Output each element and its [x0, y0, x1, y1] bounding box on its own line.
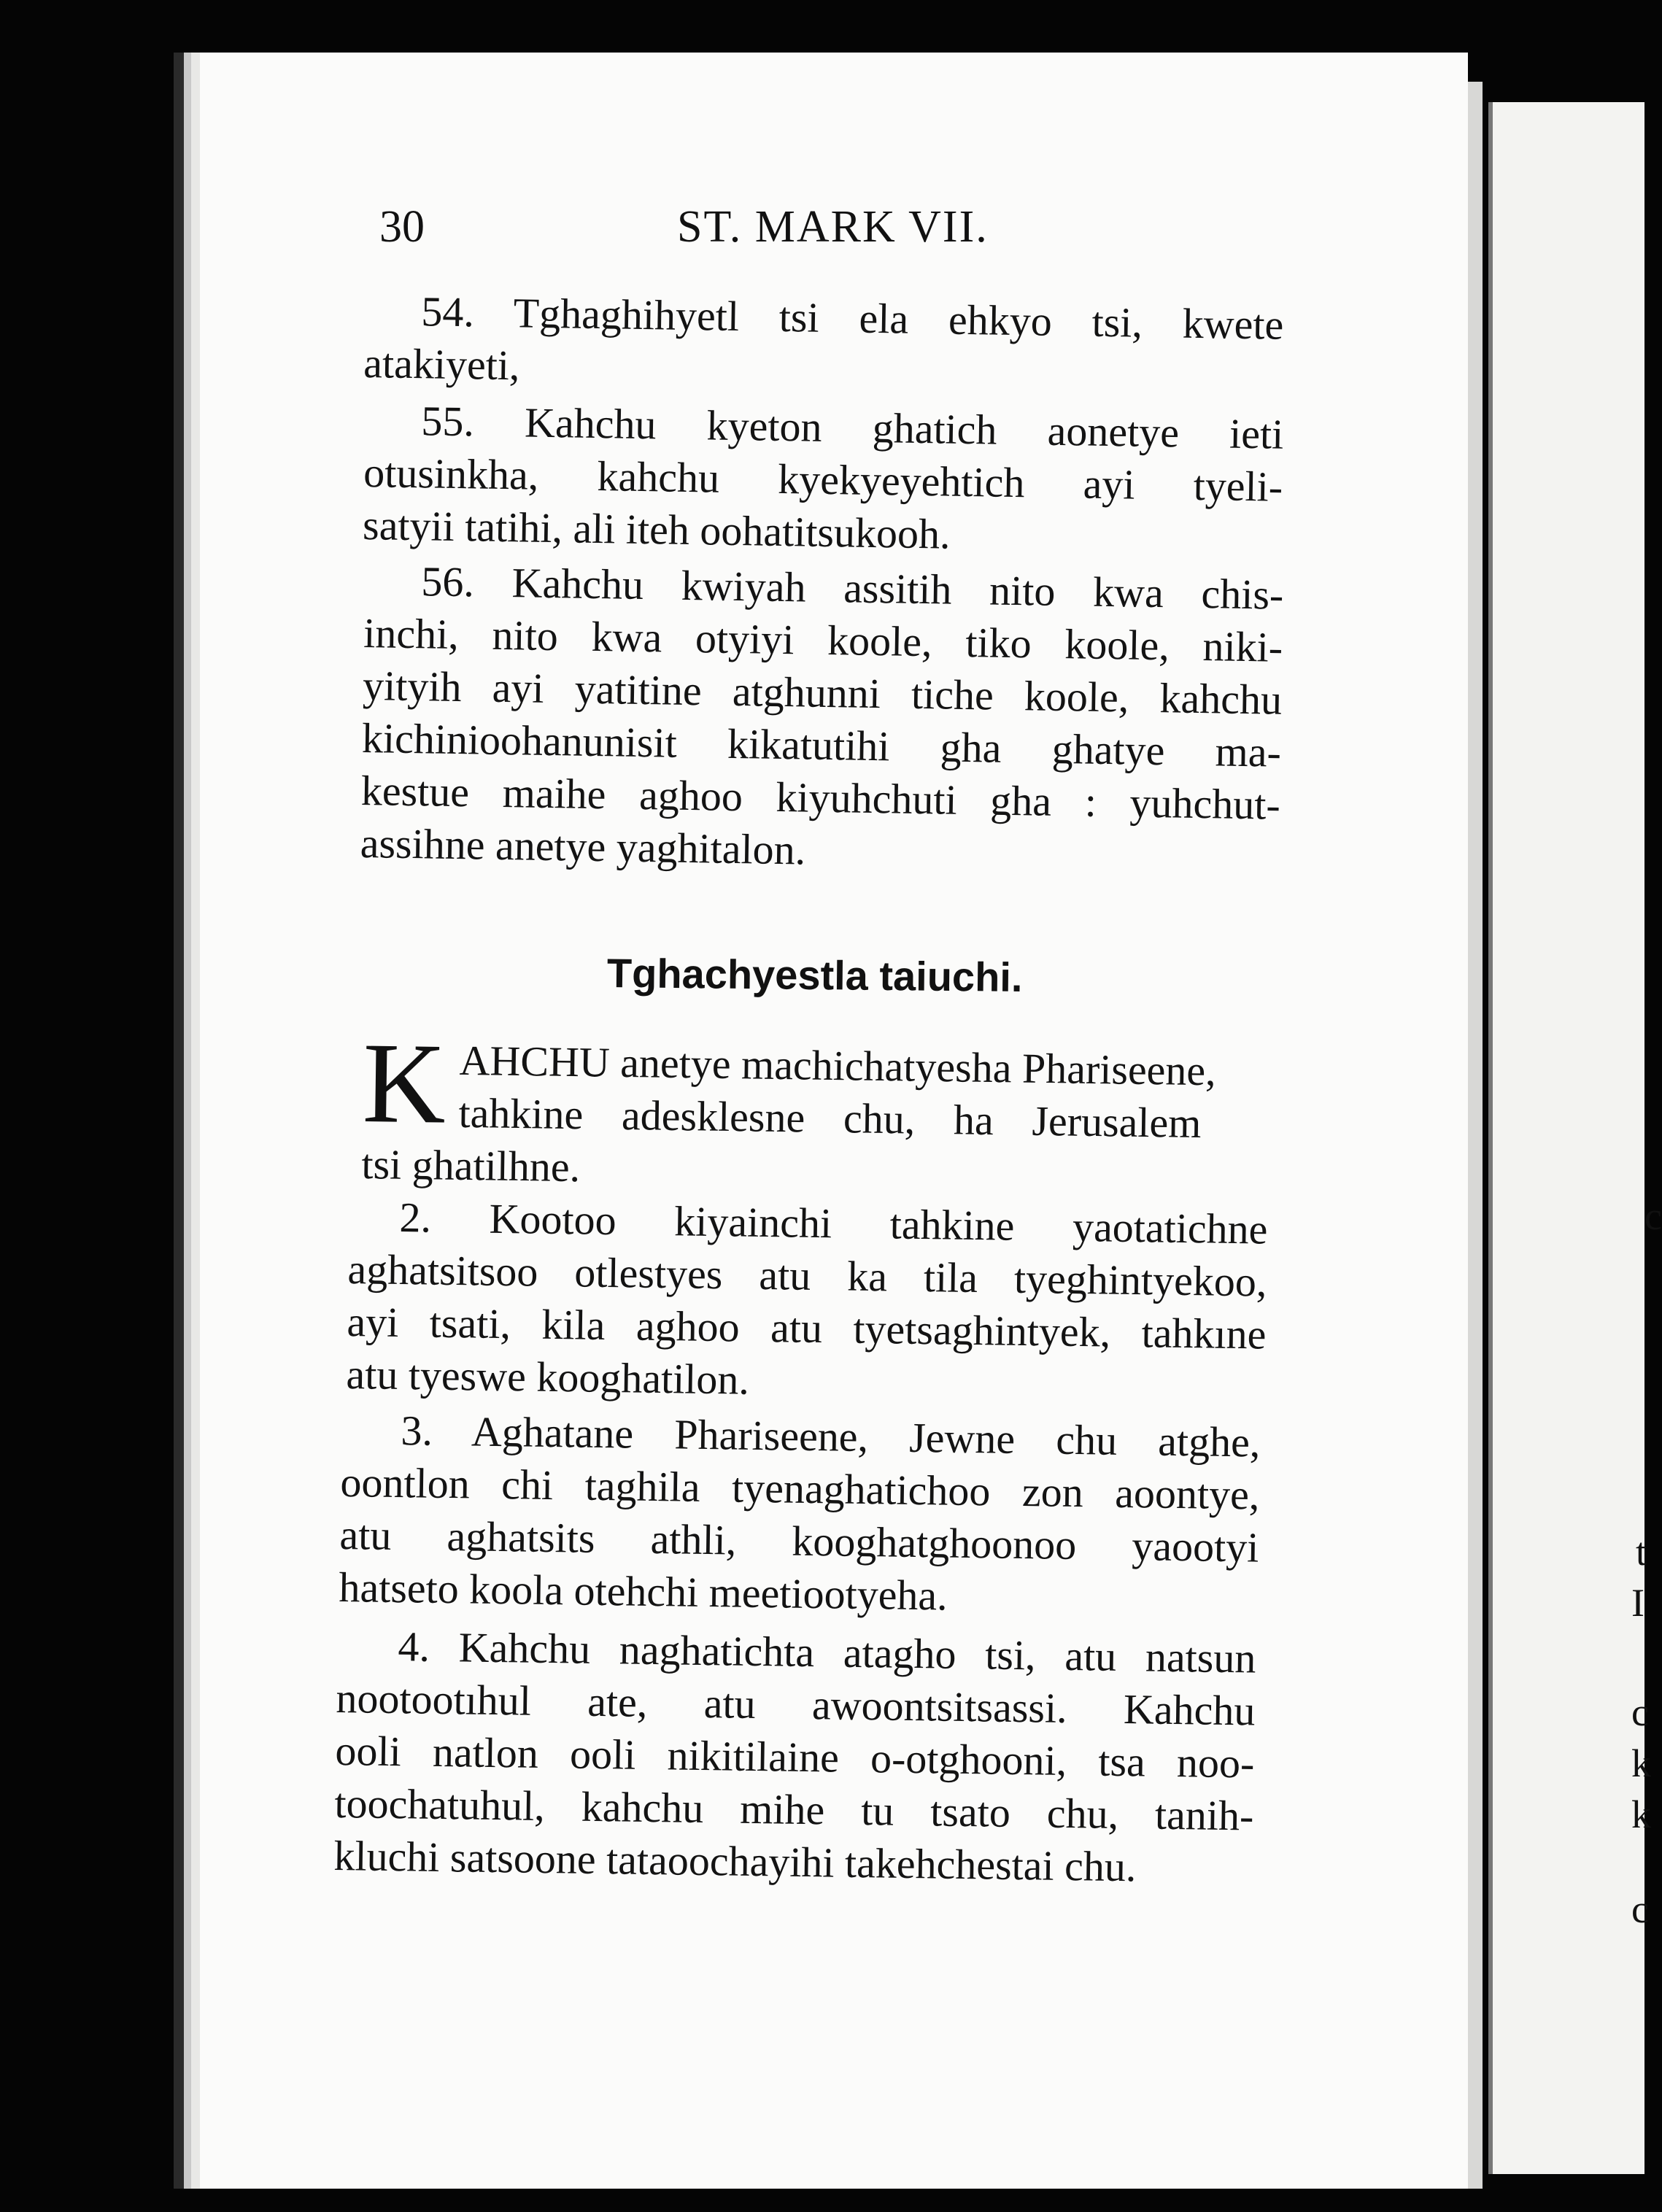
- text-line: assihne anetye yaghitalon.: [360, 819, 806, 874]
- text-line: kestue maihe aghoo kiyuhchuti gha : yuhchut-: [360, 766, 1281, 829]
- text-line: tahkine adesklesne chu, ha Jerusalem: [458, 1088, 1202, 1148]
- chapter-opening: [361, 1019, 1297, 1204]
- page-number: 30: [379, 202, 425, 252]
- text-line: atakiyeti,: [363, 339, 520, 390]
- verse-55: [363, 394, 1299, 566]
- text-line: toochatuhul, kahchu mihe tu tsato chu, tanih-: [334, 1779, 1254, 1840]
- text-line: 56. Kahchu kwiyah assitih nito kwa chis-: [420, 557, 1284, 619]
- verse-2: [346, 1191, 1283, 1414]
- text-line: kichinioohanunisit kikatutihi gha ghatye ma-: [361, 714, 1282, 776]
- text-line: atu tyeswe kooghatilon.: [346, 1350, 750, 1404]
- drop-cap: K: [361, 1019, 447, 1148]
- next-page-fragment: c: [1631, 1690, 1649, 1734]
- next-page-fragment: c: [1631, 1887, 1649, 1931]
- text-line: nootootıhul ate, atu awoontsitsassi. Kahchu: [336, 1674, 1256, 1735]
- verse-4: [333, 1620, 1271, 1895]
- text-line: tsi ghatilhne.: [361, 1140, 581, 1191]
- next-page-fragment: t: [1636, 1530, 1647, 1574]
- text-line: 4. Kahchu naghatichta atagho tsi, atu natsun: [398, 1623, 1256, 1682]
- next-page-fragment: c: [1644, 1194, 1662, 1238]
- text-line: inchi, nito kwa otyiyi koole, tiko koole, niki-: [363, 608, 1283, 671]
- text-line: aghatsitsoo otlestyes atu ka tila tyeghintyekoo,: [347, 1245, 1267, 1306]
- section-title: Tghachyestla taiuchi.: [606, 950, 1023, 1000]
- smallcaps-word: AHCHU: [459, 1036, 611, 1086]
- text-line: atu aghatsits athli, kooghatghoonoo yaootyi: [339, 1510, 1259, 1571]
- page-header: [379, 201, 1474, 260]
- next-page-edge: [1488, 102, 1662, 2174]
- text-line: 55. Kahchu kyeton ghatich aonetye ieti: [420, 397, 1284, 458]
- text-line: oontlon chi taghila tyenaghatichoo zon aoontye,: [340, 1458, 1260, 1519]
- text-fragment: anetye machichatyesha Phariseene,: [609, 1038, 1217, 1095]
- next-page-fragment: k: [1631, 1793, 1651, 1836]
- verse-54: [363, 285, 1299, 404]
- text-line: satyii tatihi, ali iteh oohatitsukooh.: [362, 500, 951, 558]
- text-line: 54. Tghaghihyetl tsi ela ehkyo tsi, kwete: [420, 287, 1284, 349]
- text-line: 2. Kootoo kiyainchi tahkine yaotatichne: [399, 1193, 1268, 1253]
- text-line: otusinkha, kahchu kyekyeyehtich ayi tyeli-: [363, 448, 1283, 511]
- text-line: hatseto koola otehchi meetiootyeha.: [339, 1563, 948, 1620]
- text-line: yityih ayi yatitine atghunni tiche koole, kahchu: [362, 661, 1283, 724]
- verse-56: [360, 554, 1299, 884]
- text-line: ooli natlon ooli nikitilaine o-otghooni, tsa noo-: [335, 1726, 1255, 1787]
- next-page-fragment: k: [1631, 1741, 1651, 1785]
- running-head: ST. MARK VII.: [677, 202, 989, 252]
- text-line: 3. Aghatane Phariseene, Jewne chu atghe,: [401, 1407, 1261, 1466]
- text-line: ayi tsati, kila aghoo atu tyetsaghintyek, tahkıne: [347, 1297, 1267, 1358]
- text-line: kluchi satsoone tataoochayihi takehchestai chu.: [333, 1831, 1137, 1891]
- next-page-fragment: I: [1631, 1581, 1644, 1625]
- verse-3: [339, 1404, 1275, 1627]
